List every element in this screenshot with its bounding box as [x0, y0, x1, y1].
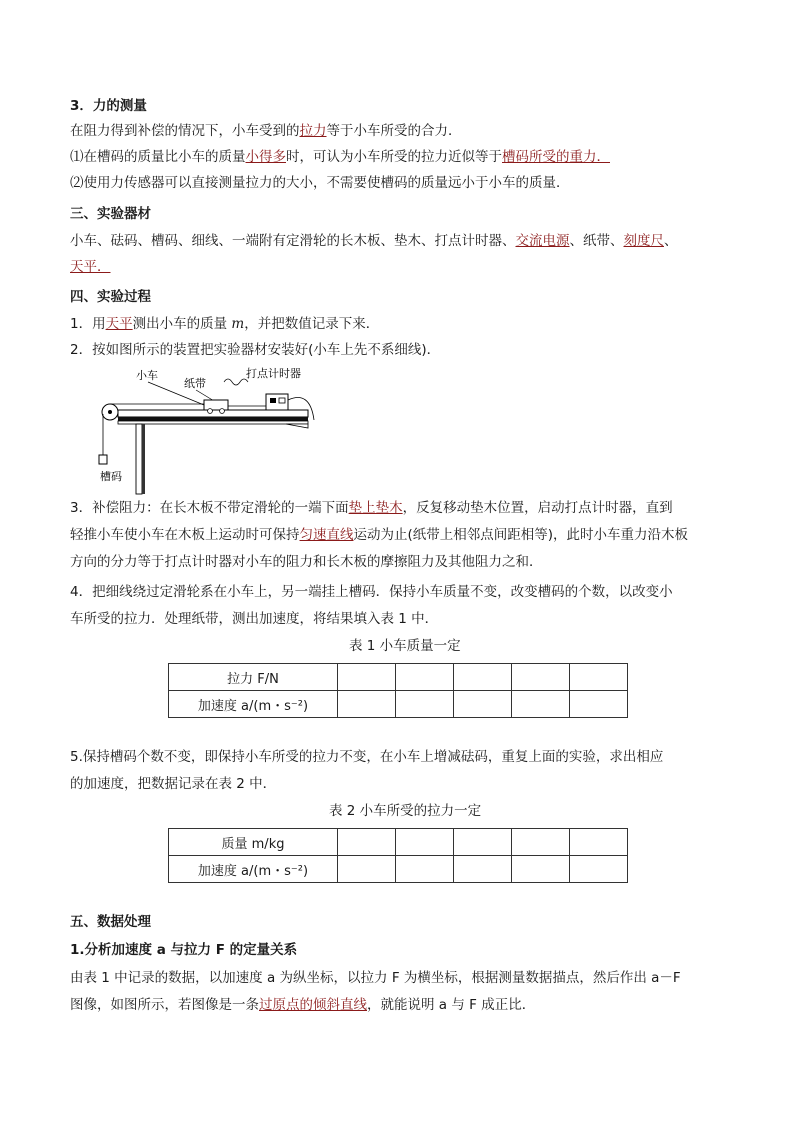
section-data-title: 五、数据处理: [70, 914, 151, 930]
table-cell: [396, 856, 454, 883]
text: 小车、砝码、槽码、细线、一端附有定滑轮的长木板、垫木、打点计时器、: [70, 233, 516, 249]
table2: [168, 828, 628, 883]
underlined-answer: 刻度尺: [623, 233, 664, 249]
paragraph-line: [70, 147, 724, 167]
text: 3．补偿阻力：在长木板不带定滑轮的一端下面: [70, 500, 349, 516]
text: 在阻力得到补偿的情况下，小车受到的: [70, 123, 300, 139]
apparatus-diagram: [96, 360, 326, 495]
text: 图像，如图所示，若图像是一条: [70, 997, 259, 1013]
text: 等于小车所受的合力．: [326, 123, 462, 139]
weight-label: 槽码: [100, 470, 122, 483]
paragraph-line: 5.保持槽码个数不变，即保持小车所受的拉力不变，在小车上增减砝码，重复上面的实验，求出相应: [70, 749, 664, 765]
paragraph-line: 的加速度，把数据记录在表 2 中．: [70, 776, 277, 792]
table-cell: [396, 664, 454, 691]
text: 运动为止(纸带上相邻点间距相等)，此时小车重力沿木板: [353, 527, 689, 543]
table-cell: [338, 856, 396, 883]
variable: m: [231, 316, 245, 332]
table-cell: [454, 856, 512, 883]
underlined-answer: 垫上垫木: [348, 500, 403, 516]
table-cell: [570, 856, 628, 883]
underlined-answer: 匀速直线: [299, 527, 354, 543]
table-row: [169, 664, 628, 691]
underlined-answer: 天平．: [70, 259, 111, 275]
table-cell: [396, 691, 454, 718]
table-cell: [454, 691, 512, 718]
table1-header-force: 拉力 F/N: [169, 664, 338, 691]
text: 1．用: [70, 316, 106, 332]
tape-label: 纸带: [184, 377, 206, 390]
paragraph-line: ⑵使用力传感器可以直接测量拉力的大小，不需要使槽码的质量远小于小车的质量．: [70, 175, 570, 191]
text: 、: [664, 233, 678, 249]
underlined-answer: 拉力: [299, 123, 327, 139]
underlined-answer: 槽码所受的重力．: [502, 149, 610, 165]
table-cell: [338, 691, 396, 718]
table-cell: [454, 829, 512, 856]
car-label: 小车: [136, 369, 158, 382]
table1-caption: 表 1 小车质量一定: [349, 638, 461, 654]
paragraph-line: [70, 231, 724, 251]
table-cell: [512, 664, 570, 691]
table2-header-acceleration: 加速度 a/(m・s⁻²): [169, 856, 338, 883]
table-cell: [396, 829, 454, 856]
paragraph-line: 方向的分力等于打点计时器对小车的阻力和长木板的摩擦阻力及其他阻力之和．: [70, 554, 543, 570]
table2-caption: 表 2 小车所受的拉力一定: [329, 803, 482, 819]
table-cell: [338, 829, 396, 856]
section-equipment-title: 三、实验器材: [70, 206, 151, 222]
underlined-answer: 交流电源: [515, 233, 570, 249]
paragraph-line: 4．把细线绕过定滑轮系在小车上，另一端挂上槽码．保持小车质量不变，改变槽码的个数，以改变小: [70, 584, 673, 600]
table1: [168, 663, 628, 718]
paragraph-line: [70, 995, 724, 1015]
underlined-answer: 天平: [105, 316, 133, 332]
underlined-answer: 过原点的倾斜直线: [259, 997, 367, 1013]
table1-header-acceleration: 加速度 a/(m・s⁻²): [169, 691, 338, 718]
text: ⑴在槽码的质量比小车的质量: [70, 149, 246, 165]
paragraph-line: [70, 525, 724, 545]
table-cell: [512, 856, 570, 883]
text: ，反复移动垫木位置，启动打点计时器，直到: [402, 500, 673, 516]
table-cell: [512, 829, 570, 856]
table-cell: [570, 829, 628, 856]
table-row: [169, 691, 628, 718]
paragraph-line: [70, 498, 724, 518]
paragraph-line: 2．按如图所示的装置把实验器材安装好(小车上先不系细线)．: [70, 342, 441, 358]
table-cell: [570, 691, 628, 718]
paragraph-line: 由表 1 中记录的数据，以加速度 a 为纵坐标，以拉力 F 为横坐标，根据测量数据描点，然后作出 a－F: [70, 970, 681, 986]
subsection-title: 1.分析加速度 a 与拉力 F 的定量关系: [70, 942, 298, 958]
table-row: [169, 856, 628, 883]
section-process-title: 四、实验过程: [70, 289, 151, 305]
table-cell: [454, 664, 512, 691]
table-cell: [338, 664, 396, 691]
paragraph-line: [70, 257, 724, 277]
table-row: [169, 829, 628, 856]
text: 测出小车的质量: [132, 316, 232, 332]
timer-label: 打点计时器: [246, 367, 301, 380]
paragraph-line: 车所受的拉力．处理纸带，测出加速度，将结果填入表 1 中．: [70, 611, 439, 627]
text: 、纸带、: [569, 233, 624, 249]
paragraph-line: [70, 314, 724, 334]
underlined-answer: 小得多: [245, 149, 286, 165]
table-cell: [512, 691, 570, 718]
table-cell: [570, 664, 628, 691]
table2-header-mass: 质量 m/kg: [169, 829, 338, 856]
section-force-measurement-title: 3．力的测量: [70, 98, 147, 114]
text: ，就能说明 a 与 F 成正比．: [367, 997, 536, 1013]
text: ，并把数值记录下来．: [244, 316, 380, 332]
text: 轻推小车使小车在木板上运动时可保持: [70, 527, 300, 543]
text: 时，可认为小车所受的拉力近似等于: [286, 149, 502, 165]
paragraph-line: [70, 121, 724, 141]
